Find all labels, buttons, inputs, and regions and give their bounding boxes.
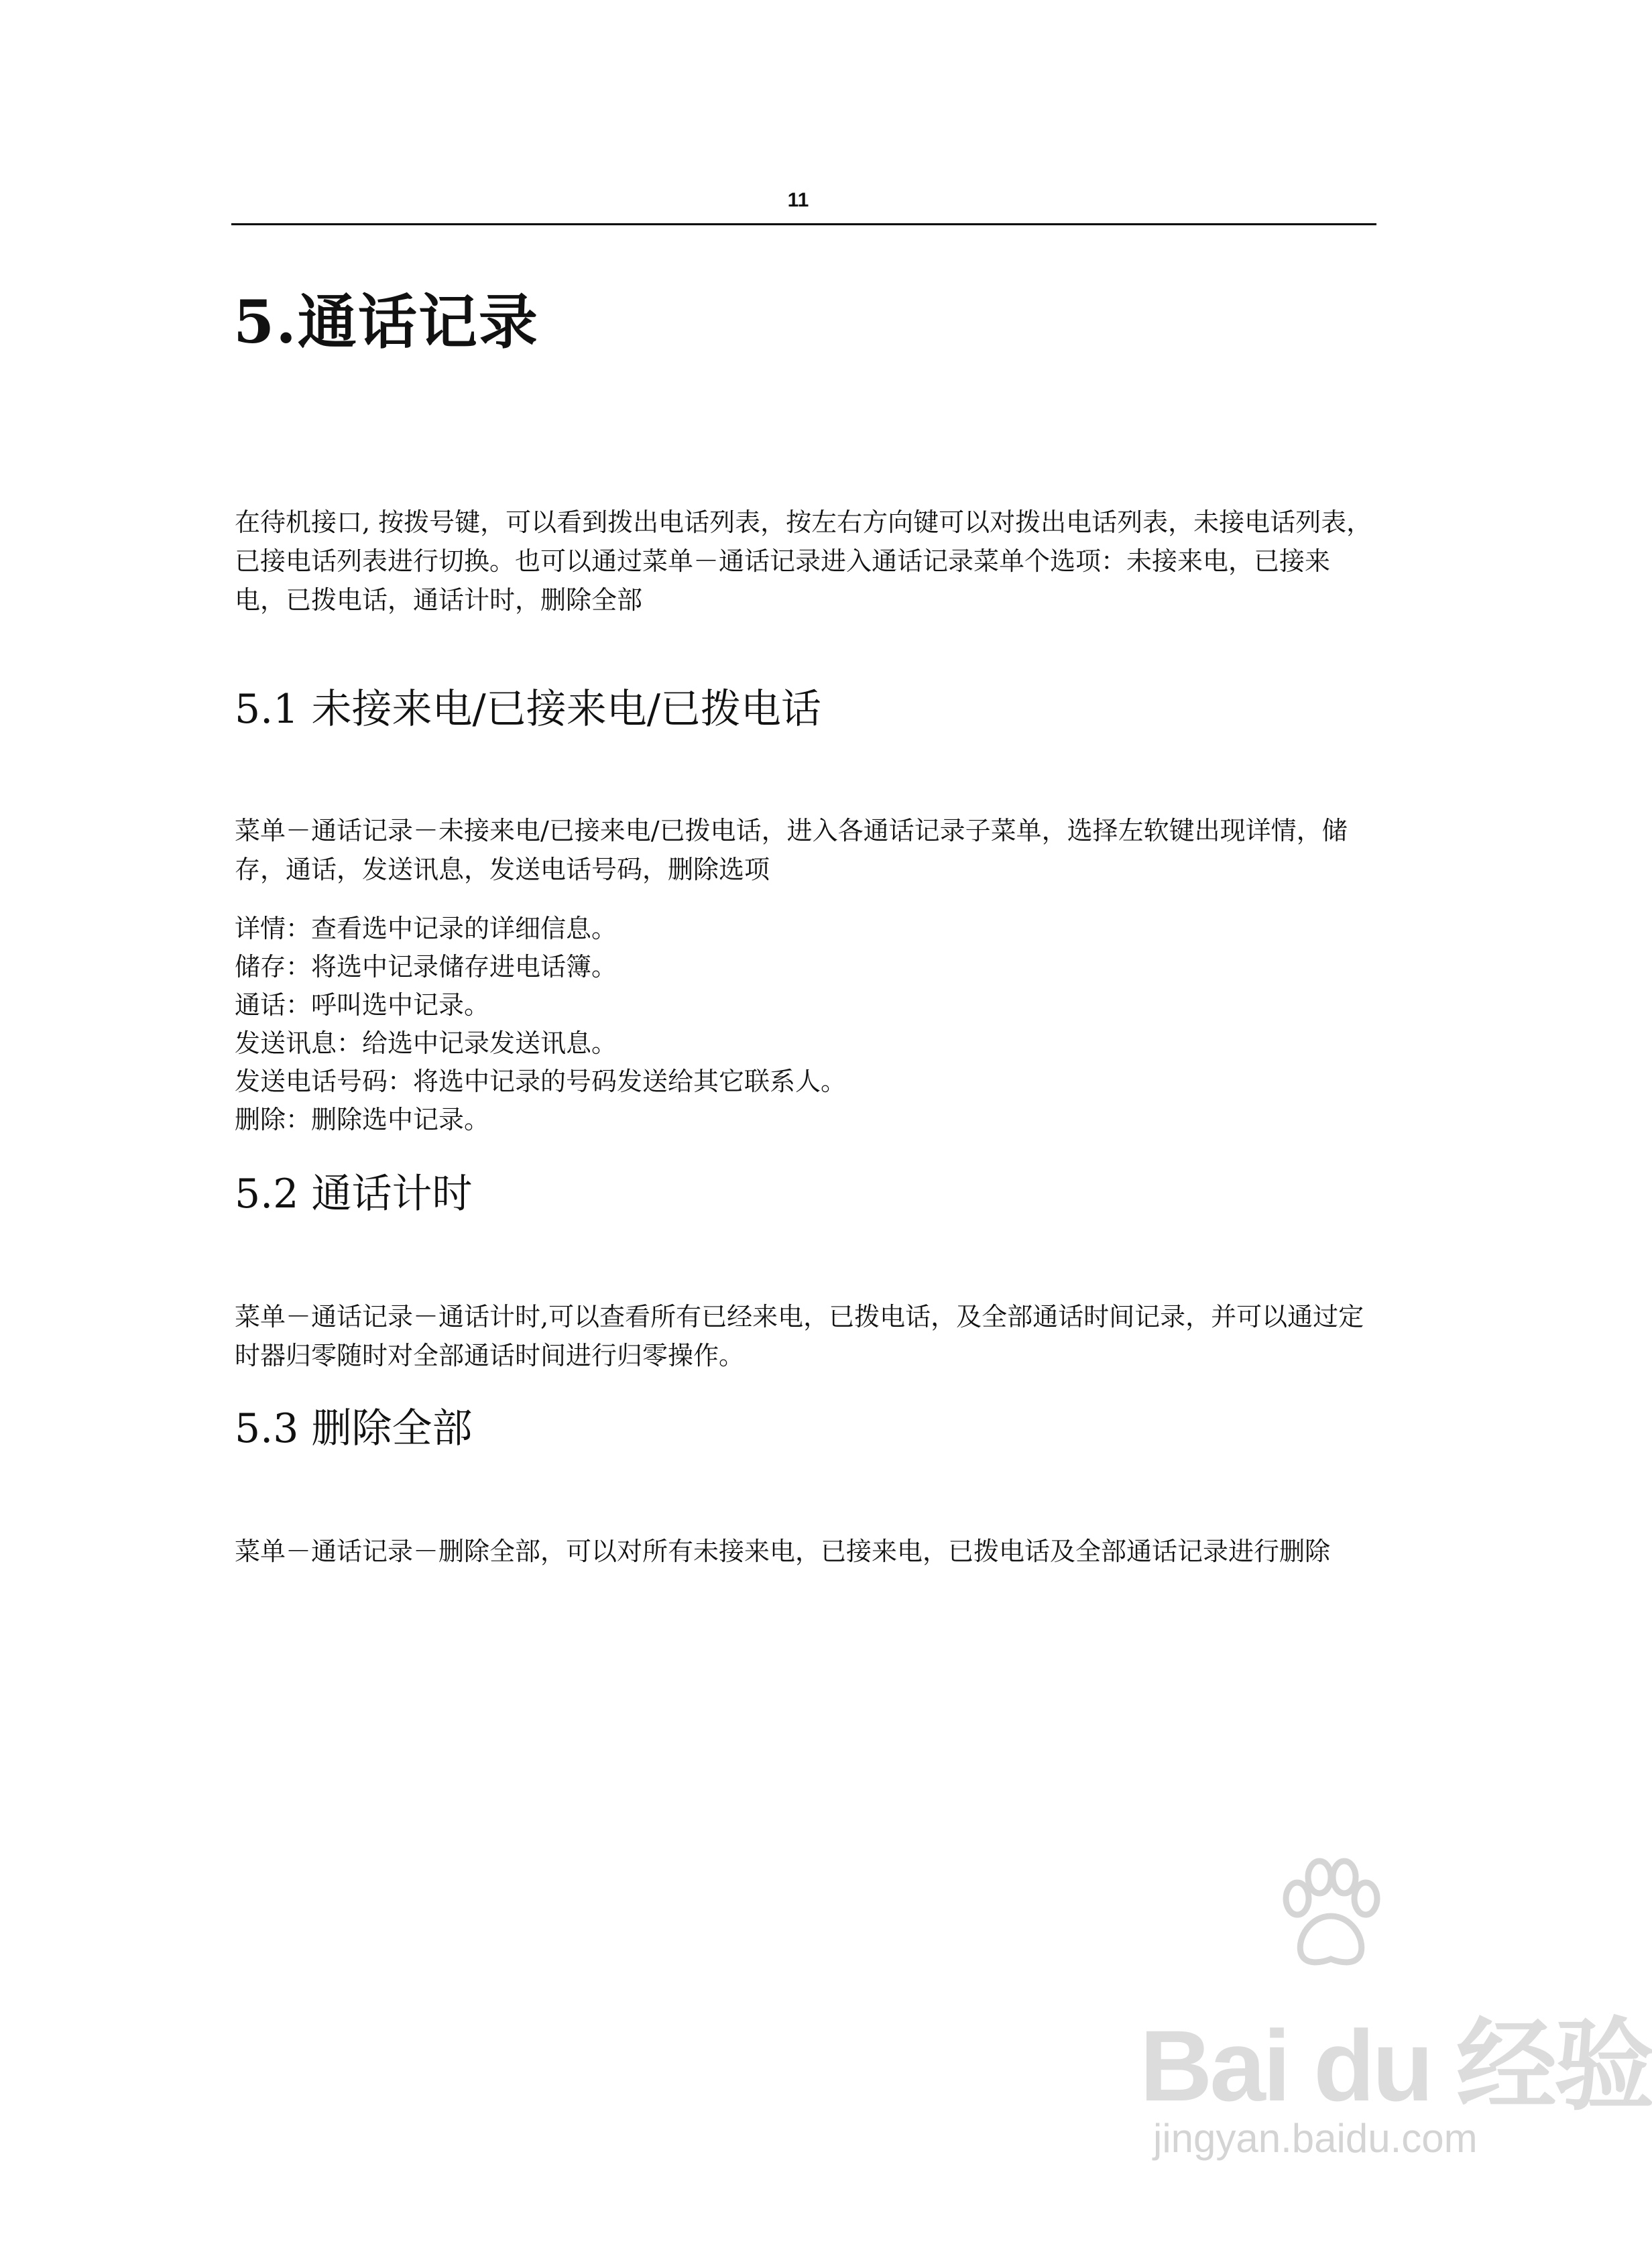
list-item: 通话：呼叫选中记录。 bbox=[235, 990, 490, 1020]
section-heading-5-3: 5.3 删除全部 bbox=[235, 1405, 473, 1452]
list-item: 储存：将选中记录储存进电话簿。 bbox=[235, 952, 617, 982]
watermark-url: jingyan.baidu.com bbox=[1153, 2116, 1478, 2161]
section-5-2-body: 菜单－通话记录－通话计时,可以查看所有已经来电，已拨电话，及全部通话时间记录，并可以通过定时器归零随时对全部通话时间进行归零操作。 bbox=[235, 1302, 1364, 1370]
chapter-title: 5.通话记录 bbox=[233, 287, 539, 357]
list-item: 发送电话号码：将选中记录的号码发送给其它联系人。 bbox=[235, 1067, 847, 1096]
section-heading-5-2: 5.2 通话计时 bbox=[235, 1171, 473, 1217]
section-5-3-body: 菜单－通话记录－删除全部，可以对所有未接来电，已接来电，已拨电话及全部通话记录进行删除 bbox=[235, 1537, 1331, 1566]
intro-paragraph: 在待机接口, 按拨号键，可以看到拨出电话列表，按左右方向键可以对拨出电话列表，未接电话列表，已接电话列表进行切换。也可以通过菜单－通话记录进入通话记录菜单个选项：未接来电，已接来电，已拨电话，通话计时，删除全部 bbox=[235, 508, 1372, 615]
section-5-1-body: 菜单－通话记录－未接来电/已接来电/已拨电话，进入各通话记录子菜单，选择左软键出现详情，储存，通话，发送讯息，发送电话号码，删除选项 bbox=[235, 816, 1348, 884]
paw-icon bbox=[1274, 1857, 1388, 1971]
watermark-logo: Bai du 经验 bbox=[1140, 2009, 1652, 2122]
page-number: 11 bbox=[787, 189, 809, 211]
section-5-1-option-list bbox=[235, 910, 1380, 1139]
header-rule bbox=[231, 223, 1376, 225]
section-heading-5-1: 5.1 未接来电/已接来电/已拨电话 bbox=[235, 686, 821, 733]
list-item: 发送讯息：给选中记录发送讯息。 bbox=[235, 1028, 617, 1058]
list-item: 详情：查看选中记录的详细信息。 bbox=[235, 914, 617, 943]
list-item: 删除：删除选中记录。 bbox=[235, 1105, 490, 1134]
baidu-jingyan-watermark bbox=[1140, 1857, 1652, 2165]
